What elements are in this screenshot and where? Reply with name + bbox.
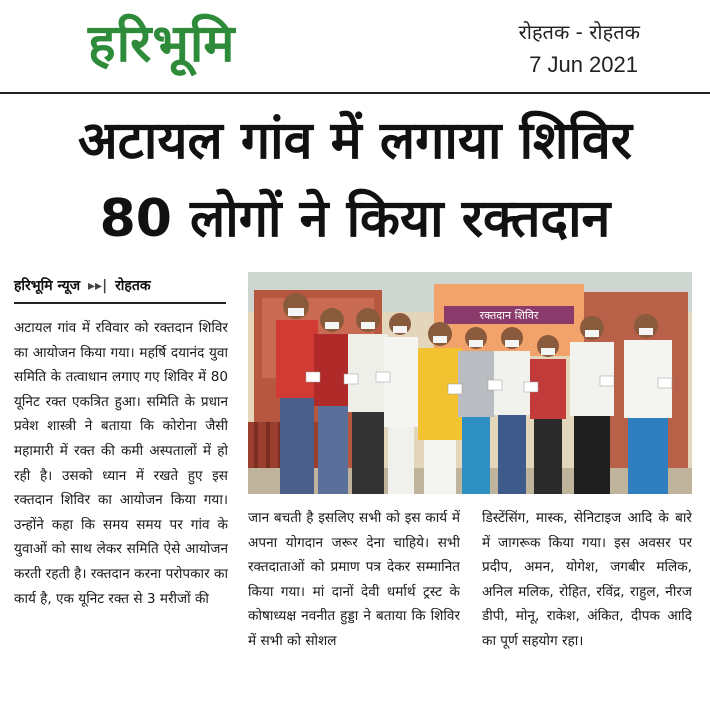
article-column-1: अटायल गांव में रविवार को रक्तदान शिविर का आयोजन किया गया। महर्षि दयानंद युवा समिति के तत्वाधान लगाए गए शिविर में 80 यूनिट रक्त एकत्रित हुआ। समिति के प्रधान प्रवेश शास्त्री ने बताया कि कोरोना जैसी महामारी में रक्त की कमी अस्पतालों में हो रही है। उसको ध्यान में रखते हुए इस रक्तदान शिविर का आयोजन किया गया। उन्होंने कहा कि समय समय पर गांव के युवाओं को साथ लेकर समिति ऐसे आयोजन करती रहती है। रक्तदान करना परोपकार का कार्य है, एक यूनिट रक्त से 3 मरीजों की <box>14 320 228 607</box>
publication-date: 7 Jun 2021 <box>529 52 638 77</box>
edition-label: रोहतक - रोहतक <box>518 20 640 44</box>
news-photo <box>248 272 692 494</box>
byline-separator-icon: ▸▸| <box>88 278 108 294</box>
headline-line-2: 80 लोगों ने किया रक्तदान <box>99 189 611 249</box>
byline <box>14 272 226 304</box>
masthead-divider <box>0 92 710 94</box>
article-column-3: डिस्टेंसिंग, मास्क, सेनिटाइज आदि के बारे में जागरूक किया गया। इस अवसर पर प्रदीप, अमन, योगेश, जगबीर मलिक, अनिल मलिक, रोहित, रविंद्र, राहुल, नीरज डीपी, मोनू, राकेश, अंकित, दीपक आदि का पूर्ण सहयोग रहा। <box>482 510 692 649</box>
byline-place: रोहतक <box>115 278 151 294</box>
byline-source: हरिभूमि न्यूज <box>14 278 81 294</box>
headline-line-1: अटायल गांव में लगाया शिविर <box>77 111 633 171</box>
photo-banner-text: रक्तदान शिविर <box>479 309 539 322</box>
article-column-2: जान बचती है इसलिए सभी को इस कार्य में अपना योगदान जरूर देना चाहिये। सभी रक्तदाताओं को प्रमाण पत्र देकर सम्मानित किया गया। मां दानों देवी धर्मार्थ ट्रस्ट के कोषाध्यक्ष नवनीत हुड्डा ने बताया कि शिविर में सभी को सोशल <box>248 510 460 649</box>
newspaper-logo: हरिभूमि <box>88 14 236 74</box>
masthead <box>0 0 710 92</box>
photo-illustration <box>248 272 692 494</box>
